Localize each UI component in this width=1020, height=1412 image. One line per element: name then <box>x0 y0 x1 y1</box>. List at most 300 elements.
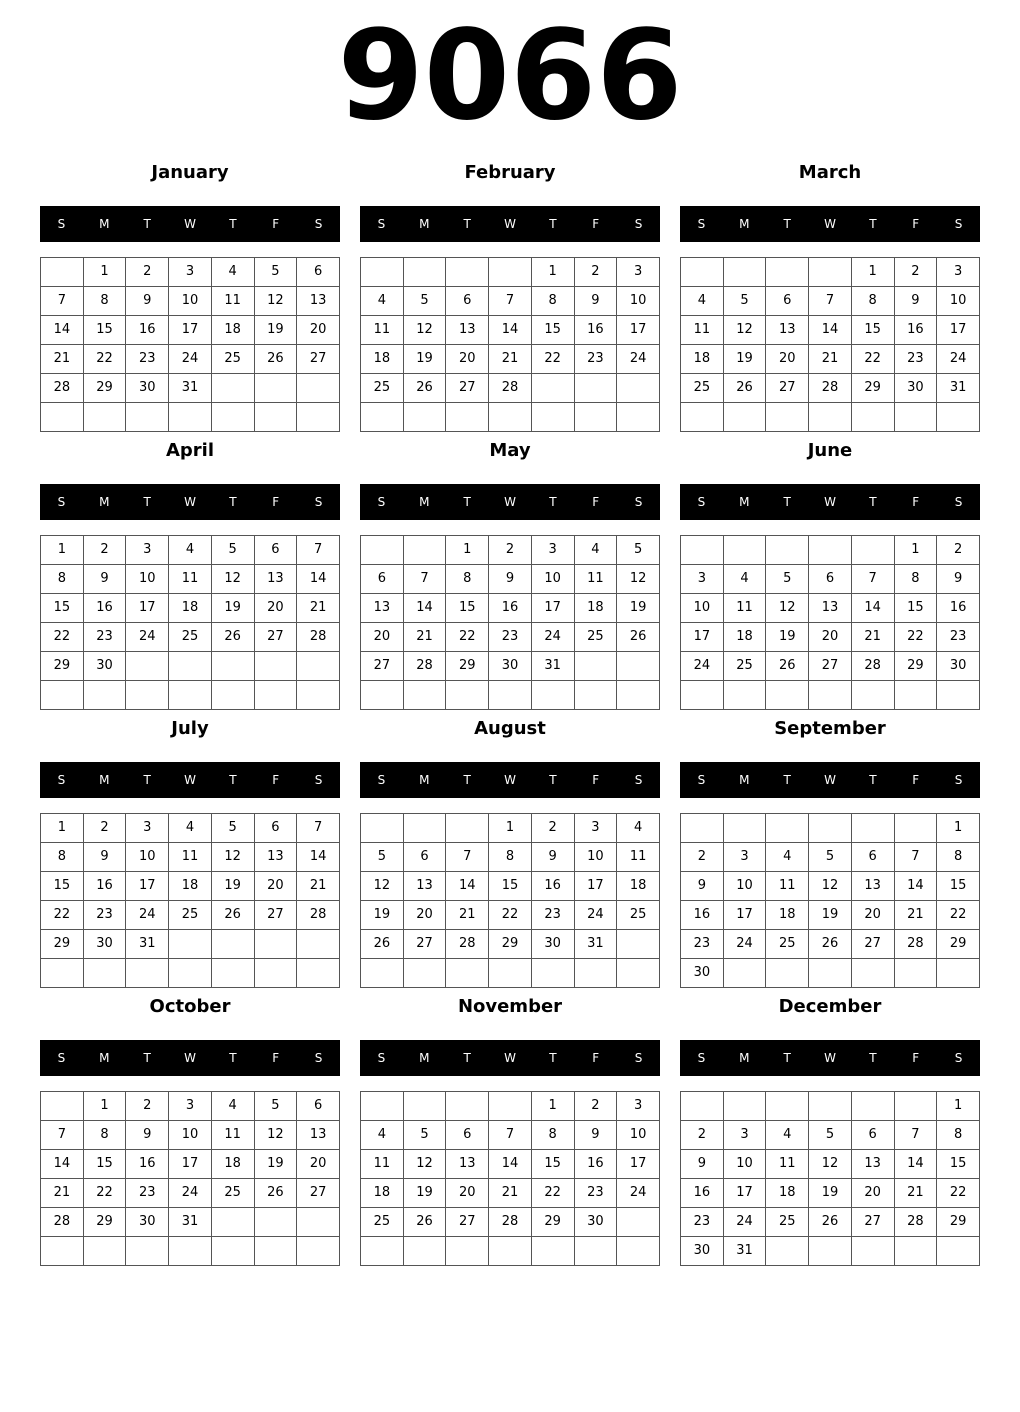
day-cell: 28 <box>894 1208 937 1237</box>
week-row <box>681 930 980 959</box>
week-row <box>41 258 340 287</box>
day-cell: 13 <box>446 1150 489 1179</box>
week-row <box>361 1179 660 1208</box>
weekday-label: T <box>463 217 471 231</box>
day-cell: 19 <box>211 872 254 901</box>
day-cell <box>254 930 297 959</box>
day-cell: 3 <box>723 1121 766 1150</box>
day-cell: 6 <box>851 843 894 872</box>
weekday-label: T <box>869 495 877 509</box>
day-cell: 27 <box>361 652 404 681</box>
day-cell: 29 <box>937 1208 980 1237</box>
day-cell: 9 <box>126 287 169 316</box>
day-cell: 8 <box>531 287 574 316</box>
week-row <box>681 287 980 316</box>
day-cell: 25 <box>574 623 617 652</box>
day-cell: 21 <box>41 1179 84 1208</box>
weekday-header <box>360 484 660 520</box>
day-cell: 18 <box>681 345 724 374</box>
day-cell <box>723 536 766 565</box>
week-row <box>681 1092 980 1121</box>
week-row <box>41 1150 340 1179</box>
weekday-label: S <box>377 1051 386 1065</box>
day-cell: 23 <box>531 901 574 930</box>
day-cell: 8 <box>446 565 489 594</box>
day-cell: 4 <box>574 536 617 565</box>
day-cell: 21 <box>489 345 532 374</box>
day-cell: 22 <box>531 345 574 374</box>
day-cell: 18 <box>169 594 212 623</box>
day-cell: 26 <box>403 1208 446 1237</box>
day-cell: 10 <box>531 565 574 594</box>
day-cell: 28 <box>851 652 894 681</box>
day-cell: 12 <box>361 872 404 901</box>
week-row <box>361 258 660 287</box>
day-cell: 18 <box>766 1179 809 1208</box>
week-row <box>41 287 340 316</box>
day-cell: 25 <box>211 345 254 374</box>
day-cell <box>937 1237 980 1266</box>
day-cell <box>851 814 894 843</box>
day-cell <box>361 814 404 843</box>
weekday-label: S <box>314 773 323 787</box>
day-cell: 9 <box>681 1150 724 1179</box>
day-cell: 13 <box>446 316 489 345</box>
day-cell: 9 <box>489 565 532 594</box>
day-cell: 16 <box>126 1150 169 1179</box>
day-cell: 29 <box>41 652 84 681</box>
day-cell: 7 <box>41 287 84 316</box>
day-cell: 25 <box>361 374 404 403</box>
weekday-header <box>40 1040 340 1076</box>
day-cell: 7 <box>403 565 446 594</box>
day-cell: 18 <box>211 316 254 345</box>
day-cell: 23 <box>489 623 532 652</box>
weekday-label: S <box>377 773 386 787</box>
day-cell: 25 <box>211 1179 254 1208</box>
day-cell <box>446 1237 489 1266</box>
day-cell: 8 <box>83 1121 126 1150</box>
day-cell <box>297 374 340 403</box>
day-cell: 9 <box>531 843 574 872</box>
day-cell: 17 <box>681 623 724 652</box>
day-cell: 14 <box>41 1150 84 1179</box>
month-name: June <box>807 440 853 461</box>
day-cell: 3 <box>531 536 574 565</box>
day-cell: 18 <box>723 623 766 652</box>
day-cell: 3 <box>723 843 766 872</box>
day-cell <box>169 652 212 681</box>
week-row <box>361 536 660 565</box>
day-cell: 19 <box>254 316 297 345</box>
day-cell: 17 <box>937 316 980 345</box>
day-cell: 29 <box>937 930 980 959</box>
day-cell: 27 <box>254 901 297 930</box>
day-cell: 4 <box>169 814 212 843</box>
day-cell: 13 <box>851 1150 894 1179</box>
day-cell: 16 <box>531 872 574 901</box>
day-cell: 21 <box>851 623 894 652</box>
day-cell: 30 <box>489 652 532 681</box>
day-cell: 24 <box>531 623 574 652</box>
day-cell <box>489 258 532 287</box>
day-cell: 3 <box>169 258 212 287</box>
day-cell: 26 <box>254 345 297 374</box>
day-cell: 4 <box>361 1121 404 1150</box>
day-cell: 14 <box>851 594 894 623</box>
day-cell: 25 <box>766 1208 809 1237</box>
day-cell: 12 <box>403 316 446 345</box>
day-cell: 7 <box>894 843 937 872</box>
day-cell: 24 <box>617 1179 660 1208</box>
day-cell: 3 <box>126 814 169 843</box>
weekday-label: T <box>229 495 237 509</box>
day-cell <box>83 959 126 988</box>
day-cell: 12 <box>617 565 660 594</box>
day-cell: 20 <box>766 345 809 374</box>
day-cell: 30 <box>83 652 126 681</box>
weekday-label: T <box>783 495 791 509</box>
weekday-label: M <box>419 217 430 231</box>
weekday-label: T <box>549 773 557 787</box>
day-cell <box>851 536 894 565</box>
day-cell: 16 <box>126 316 169 345</box>
day-cell: 19 <box>403 1179 446 1208</box>
day-cell: 19 <box>254 1150 297 1179</box>
day-cell: 25 <box>681 374 724 403</box>
day-cell: 29 <box>894 652 937 681</box>
day-cell: 12 <box>254 287 297 316</box>
week-row <box>41 1208 340 1237</box>
day-cell: 9 <box>574 287 617 316</box>
day-cell: 16 <box>83 594 126 623</box>
day-grid <box>680 813 980 988</box>
weekday-label: M <box>739 1051 750 1065</box>
week-row <box>41 565 340 594</box>
day-cell <box>41 1237 84 1266</box>
day-cell: 23 <box>894 345 937 374</box>
day-cell: 11 <box>169 565 212 594</box>
day-cell: 8 <box>41 565 84 594</box>
day-cell: 6 <box>403 843 446 872</box>
day-cell: 28 <box>297 901 340 930</box>
weekday-header <box>680 1040 980 1076</box>
day-cell: 11 <box>211 287 254 316</box>
weekday-label: S <box>697 217 706 231</box>
day-cell: 3 <box>574 814 617 843</box>
day-cell: 5 <box>254 258 297 287</box>
weekday-label: T <box>783 217 791 231</box>
week-row <box>41 872 340 901</box>
day-cell: 1 <box>83 1092 126 1121</box>
day-cell <box>169 930 212 959</box>
day-cell: 26 <box>403 374 446 403</box>
weekday-header <box>680 762 980 798</box>
day-cell: 4 <box>361 287 404 316</box>
day-cell <box>211 681 254 710</box>
day-cell: 8 <box>937 1121 980 1150</box>
week-row <box>361 1092 660 1121</box>
year-title: 9066 <box>337 4 683 148</box>
day-cell <box>41 403 84 432</box>
day-cell <box>809 814 852 843</box>
day-cell: 17 <box>617 1150 660 1179</box>
day-cell: 25 <box>361 1208 404 1237</box>
day-cell <box>446 681 489 710</box>
day-cell: 2 <box>681 843 724 872</box>
weekday-label: S <box>954 217 963 231</box>
week-row <box>681 1208 980 1237</box>
weekday-label: T <box>463 495 471 509</box>
day-cell <box>254 1237 297 1266</box>
week-row <box>361 287 660 316</box>
day-cell: 13 <box>361 594 404 623</box>
day-cell: 22 <box>937 1179 980 1208</box>
week-row <box>361 930 660 959</box>
day-cell: 7 <box>851 565 894 594</box>
day-cell: 27 <box>254 623 297 652</box>
day-cell: 8 <box>531 1121 574 1150</box>
day-cell: 5 <box>766 565 809 594</box>
day-cell: 28 <box>41 374 84 403</box>
weekday-label: W <box>824 773 836 787</box>
weekday-label: S <box>57 217 66 231</box>
day-cell: 13 <box>254 565 297 594</box>
day-cell <box>894 1237 937 1266</box>
weekday-label: T <box>549 217 557 231</box>
day-cell: 17 <box>574 872 617 901</box>
week-row <box>681 681 980 710</box>
week-row <box>361 623 660 652</box>
day-cell <box>851 403 894 432</box>
weekday-header <box>360 1040 660 1076</box>
week-row <box>681 565 980 594</box>
day-cell: 16 <box>574 316 617 345</box>
day-cell: 4 <box>211 1092 254 1121</box>
day-cell <box>766 536 809 565</box>
week-row <box>41 843 340 872</box>
day-cell: 10 <box>126 565 169 594</box>
day-cell <box>617 930 660 959</box>
day-cell <box>574 403 617 432</box>
weekday-label: T <box>143 495 151 509</box>
day-cell <box>617 1237 660 1266</box>
day-cell: 1 <box>851 258 894 287</box>
day-cell <box>809 536 852 565</box>
weekday-label: T <box>783 1051 791 1065</box>
day-cell: 8 <box>851 287 894 316</box>
week-row <box>41 623 340 652</box>
weekday-label: W <box>184 1051 196 1065</box>
day-cell: 20 <box>297 316 340 345</box>
day-cell <box>809 1237 852 1266</box>
day-cell: 15 <box>41 872 84 901</box>
day-cell: 1 <box>894 536 937 565</box>
day-cell: 20 <box>809 623 852 652</box>
weekday-label: M <box>739 495 750 509</box>
day-cell: 4 <box>169 536 212 565</box>
day-cell: 7 <box>41 1121 84 1150</box>
day-cell: 26 <box>211 901 254 930</box>
week-row <box>681 1150 980 1179</box>
week-row <box>41 403 340 432</box>
day-cell: 3 <box>681 565 724 594</box>
weekday-label: T <box>229 1051 237 1065</box>
day-cell: 5 <box>361 843 404 872</box>
day-cell: 25 <box>723 652 766 681</box>
day-cell <box>809 258 852 287</box>
day-cell <box>446 258 489 287</box>
day-cell: 28 <box>403 652 446 681</box>
day-cell: 10 <box>617 287 660 316</box>
week-row <box>361 901 660 930</box>
day-cell <box>617 403 660 432</box>
day-cell <box>574 374 617 403</box>
day-cell <box>403 681 446 710</box>
weekday-label: M <box>99 1051 110 1065</box>
day-cell <box>211 1237 254 1266</box>
day-cell: 31 <box>574 930 617 959</box>
day-cell: 24 <box>723 930 766 959</box>
day-cell <box>403 1237 446 1266</box>
day-cell <box>531 681 574 710</box>
week-row <box>681 536 980 565</box>
day-cell <box>681 1092 724 1121</box>
day-cell: 9 <box>894 287 937 316</box>
day-cell: 26 <box>211 623 254 652</box>
day-cell: 30 <box>531 930 574 959</box>
day-cell: 6 <box>766 287 809 316</box>
day-cell: 22 <box>446 623 489 652</box>
day-cell <box>723 258 766 287</box>
day-cell: 5 <box>723 287 766 316</box>
day-cell: 6 <box>254 814 297 843</box>
day-cell: 3 <box>617 1092 660 1121</box>
week-row <box>41 652 340 681</box>
day-cell: 30 <box>83 930 126 959</box>
day-cell <box>211 1208 254 1237</box>
month-name: May <box>489 440 531 461</box>
day-cell <box>446 814 489 843</box>
day-cell: 7 <box>809 287 852 316</box>
day-cell: 27 <box>766 374 809 403</box>
month-name: September <box>774 718 886 739</box>
day-cell: 4 <box>723 565 766 594</box>
day-cell: 12 <box>403 1150 446 1179</box>
day-cell: 27 <box>403 930 446 959</box>
day-cell: 15 <box>531 1150 574 1179</box>
day-cell: 5 <box>617 536 660 565</box>
day-cell <box>83 1237 126 1266</box>
week-row <box>681 843 980 872</box>
day-cell <box>766 959 809 988</box>
weekday-label: M <box>419 495 430 509</box>
day-cell: 22 <box>41 901 84 930</box>
week-row <box>41 1179 340 1208</box>
day-grid <box>360 1091 660 1266</box>
day-cell: 8 <box>41 843 84 872</box>
day-cell <box>403 403 446 432</box>
day-cell <box>361 681 404 710</box>
weekday-label: T <box>229 217 237 231</box>
day-cell: 19 <box>809 901 852 930</box>
day-cell: 1 <box>937 1092 980 1121</box>
day-cell <box>361 258 404 287</box>
week-row <box>361 403 660 432</box>
day-cell: 28 <box>489 374 532 403</box>
day-cell <box>617 959 660 988</box>
day-grid <box>680 1091 980 1266</box>
day-cell <box>211 930 254 959</box>
day-cell: 31 <box>169 1208 212 1237</box>
day-grid <box>40 535 340 710</box>
day-cell: 31 <box>531 652 574 681</box>
weekday-label: T <box>463 773 471 787</box>
day-cell: 13 <box>809 594 852 623</box>
day-cell: 17 <box>126 594 169 623</box>
day-cell: 23 <box>574 345 617 374</box>
day-cell: 20 <box>254 872 297 901</box>
weekday-header <box>360 762 660 798</box>
day-cell: 3 <box>937 258 980 287</box>
day-cell: 10 <box>937 287 980 316</box>
week-row <box>361 1237 660 1266</box>
day-cell: 1 <box>41 536 84 565</box>
day-cell: 25 <box>617 901 660 930</box>
day-cell <box>169 959 212 988</box>
day-cell: 17 <box>531 594 574 623</box>
day-grid <box>40 257 340 432</box>
day-cell <box>169 1237 212 1266</box>
day-cell: 9 <box>83 843 126 872</box>
month-name: February <box>464 162 556 183</box>
day-cell: 5 <box>254 1092 297 1121</box>
week-row <box>361 959 660 988</box>
day-cell: 10 <box>617 1121 660 1150</box>
week-row <box>361 1208 660 1237</box>
day-cell: 21 <box>894 1179 937 1208</box>
day-cell: 31 <box>937 374 980 403</box>
day-cell <box>574 1237 617 1266</box>
weekday-label: W <box>184 773 196 787</box>
day-cell: 13 <box>766 316 809 345</box>
day-cell <box>211 374 254 403</box>
day-cell: 27 <box>809 652 852 681</box>
day-cell: 24 <box>574 901 617 930</box>
day-cell: 16 <box>681 901 724 930</box>
day-cell <box>254 403 297 432</box>
day-cell <box>41 959 84 988</box>
day-cell <box>446 1092 489 1121</box>
week-row <box>681 1237 980 1266</box>
weekday-label: F <box>592 1051 600 1065</box>
day-cell: 28 <box>446 930 489 959</box>
week-row <box>41 536 340 565</box>
day-cell <box>361 536 404 565</box>
day-cell: 15 <box>894 594 937 623</box>
weekday-label: T <box>869 773 877 787</box>
day-cell: 27 <box>297 1179 340 1208</box>
day-cell: 11 <box>169 843 212 872</box>
day-cell: 9 <box>126 1121 169 1150</box>
weekday-label: W <box>504 495 516 509</box>
weekday-header <box>40 484 340 520</box>
weekday-label: F <box>592 217 600 231</box>
day-cell: 16 <box>937 594 980 623</box>
day-cell: 22 <box>83 345 126 374</box>
day-cell: 17 <box>169 316 212 345</box>
week-row <box>361 345 660 374</box>
